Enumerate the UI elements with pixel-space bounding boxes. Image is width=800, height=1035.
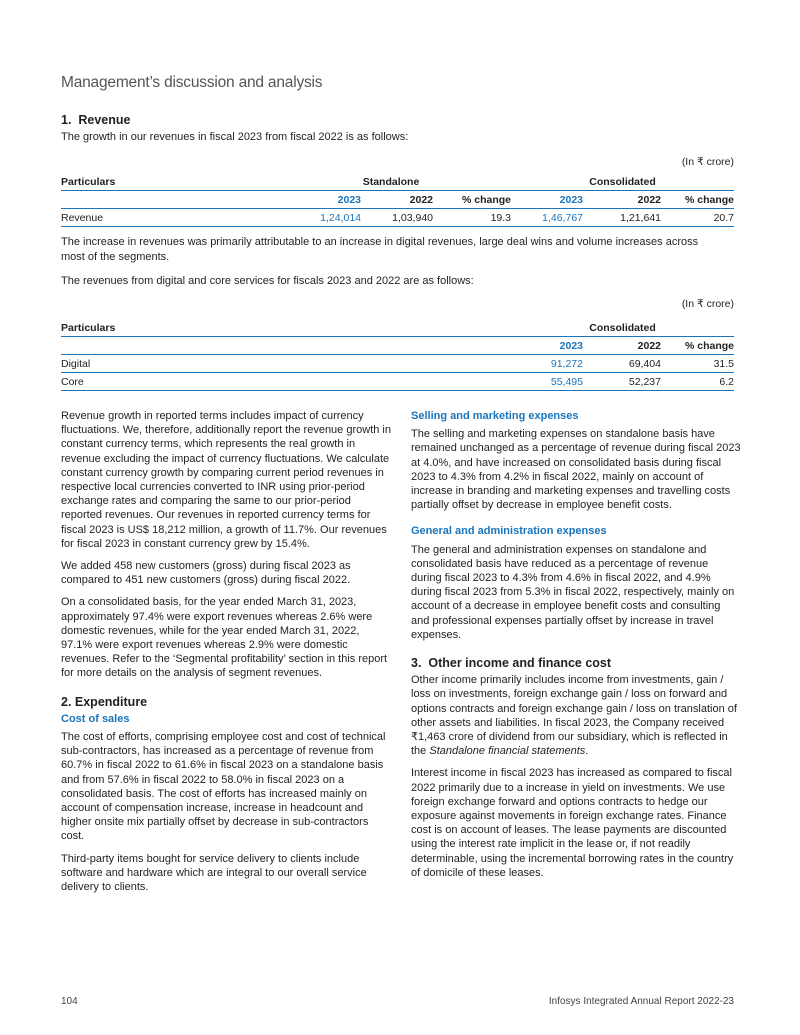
table2-blank-cell	[61, 337, 511, 355]
other-income-end: .	[585, 745, 589, 758]
table2-2023-header: 2023	[511, 337, 583, 355]
table1-cell: 19.3	[433, 209, 511, 227]
digital-core-table	[61, 319, 734, 391]
table1-standalone-2023-header: 2023	[271, 191, 361, 209]
standalone-statements-reference: Standalone financial statements	[429, 745, 586, 758]
table1-cell: 1,21,641	[583, 209, 661, 227]
table-row	[61, 209, 734, 227]
page-heading: Management’s discussion and analysis	[61, 74, 323, 91]
interest-income-paragraph: Interest income in fiscal 2023 has increased as compared to fiscal 2022 primarily due to a increase in yield on investments. We use foreign exchange forward and options contracts to hedge our exposure against movements in foreign exchange rates. Finance cost is on account of leases. The lease payments are discounted using the interest rate implicit in the lease or, if not readily determinable, using the incremental borrowing rates in the country of domicile of these leases.	[411, 767, 734, 879]
new-customers-paragraph: We added 458 new customers (gross) during fiscal 2023 as compared to 451 new customers (gross) during fiscal 2022.	[61, 560, 351, 587]
table-row	[61, 373, 734, 391]
table2-row-label: Digital	[61, 355, 511, 373]
general-admin-title: General and administration expenses	[411, 525, 607, 538]
selling-marketing-paragraph: The selling and marketing expenses on standalone basis have remained unchanged as a percentage of revenue during fiscal 2023 at 4.0%, and have increased on consolidated basis during fiscal 2023 to 4.3% from 4.2% in fiscal 2022, mainly on account of increase in branding and marketing expenses and travelling costs partially offset by decrease in employee benefit costs.	[411, 428, 741, 512]
other-income-paragraph	[411, 673, 741, 758]
other-income-title: 3. Other income and finance cost	[411, 656, 612, 671]
table2-pct-header: % change	[661, 337, 734, 355]
expenditure-title: 2. Expenditure	[61, 694, 148, 709]
table2-consolidated-header: Consolidated	[511, 319, 734, 337]
table1-cell: 1,46,767	[511, 209, 583, 227]
table2-cell: 69,404	[583, 355, 661, 373]
revenue-para-1: The increase in revenues was primarily attributable to an increase in digital revenues, large deal wins and volume increases across most of the segments.	[61, 236, 699, 263]
table2-unit: (In ₹ crore)	[681, 298, 734, 310]
report-name: Infosys Integrated Annual Report 2022-23	[548, 996, 734, 1007]
constant-currency-paragraph: Revenue growth in reported terms includes impact of currency fluctuations. We, therefore, additionally report the revenue growth in constant currency terms, which represents the real growth in revenue excluding the impact of currency fluctuations. We calculate constant currency growth by comparing current period revenues in respective local currencies converted to INR using prior-period exchange rates and comparing the same to our prior-period reported revenues. Our revenues in reported currency terms for fiscal 2023 is US$ 18,212 million, a growth of 11.7%. Our revenues for fiscal 2023 in constant currency grew by 15.4%.	[61, 410, 391, 550]
table1-consolidated-pct-header: % change	[661, 191, 734, 209]
table2-cell: 91,272	[511, 355, 583, 373]
cost-of-efforts-paragraph: The cost of efforts, comprising employee cost and cost of technical sub-contractors, has increased as a percentage of revenue from 60.7% in fiscal 2022 to 61.6% in fiscal 2023 on a standalone basis and from 57.6% in fiscal 2022 to 58.0% in fiscal 2023 on a consolidated basis. The cost of efforts has increased mainly on account of compensation increase, increase in headcount and higher onsite mix partially offset by decrease in sub-contractors cost.	[61, 731, 386, 843]
table1-cell: 1,24,014	[271, 209, 361, 227]
revenue-section-title: 1. Revenue	[61, 113, 131, 127]
table1-consolidated-2022-header: 2022	[583, 191, 661, 209]
table-row	[61, 355, 734, 373]
other-income-text: Other income primarily includes income from investments, gain / loss on investments, foreign exchange gain / loss on forward and options contracts and foreign exchange gain / loss on translation of other assets and liabilities. In fiscal 2023, the Company received ₹1,463 crore of dividend from our subsidiary, which is reflected in the	[411, 674, 737, 758]
revenue-intro: The growth in our revenues in fiscal 2023 from fiscal 2022 is as follows:	[61, 131, 409, 143]
table2-particulars-header: Particulars	[61, 319, 511, 337]
table1-standalone-pct-header: % change	[433, 191, 511, 209]
cost-of-sales-title: Cost of sales	[61, 712, 130, 725]
table2-cell: 55,495	[511, 373, 583, 391]
export-revenue-paragraph: On a consolidated basis, for the year ended March 31, 2023, approximately 97.4% were export revenues whereas 2.6% were domestic revenues, while for the year ended March 31, 2022, 97.1% were export revenues whereas 2.9% were domestic revenues. Refer to the ‘Segmental profitability’ section in this report for more details on the analysis of segment revenues.	[61, 596, 388, 680]
table1-row-label: Revenue	[61, 209, 271, 227]
right-column	[411, 409, 741, 888]
table2-2022-header: 2022	[583, 337, 661, 355]
table1-consolidated-header: Consolidated	[511, 173, 734, 191]
table2-cell: 6.2	[661, 373, 734, 391]
table1-standalone-header: Standalone	[271, 173, 511, 191]
general-admin-paragraph: The general and administration expenses on standalone and consolidated basis have reduced as a percentage of revenue during fiscal 2023 to 4.3% from 4.6% in fiscal 2022, and 4.9% during fiscal 2023 from 5.3% in fiscal 2022, respectively, mainly on account of a decrease in employee benefit costs and consulting and professional expenses partially offset by increase in travel expenses.	[411, 543, 735, 641]
table1-consolidated-2023-header: 2023	[511, 191, 583, 209]
revenue-para-2: The revenues from digital and core services for fiscals 2023 and 2022 are as follows:	[61, 275, 474, 287]
left-column	[61, 409, 391, 902]
selling-marketing-title: Selling and marketing expenses	[411, 410, 579, 422]
table2-cell: 52,237	[583, 373, 661, 391]
table1-standalone-2022-header: 2022	[361, 191, 433, 209]
table2-cell: 31.5	[661, 355, 734, 373]
table1-particulars-header: Particulars	[61, 173, 271, 191]
third-party-items-paragraph: Third-party items bought for service delivery to clients include software and hardware which are integral to our overall service delivery to clients.	[61, 852, 367, 894]
table1-cell: 1,03,940	[361, 209, 433, 227]
table2-row-label: Core	[61, 373, 511, 391]
table1-cell: 20.7	[661, 209, 734, 227]
table1-unit: (In ₹ crore)	[681, 156, 734, 168]
page-number: 104	[61, 996, 78, 1007]
table1-blank-cell	[61, 191, 271, 209]
revenue-table	[61, 173, 734, 227]
